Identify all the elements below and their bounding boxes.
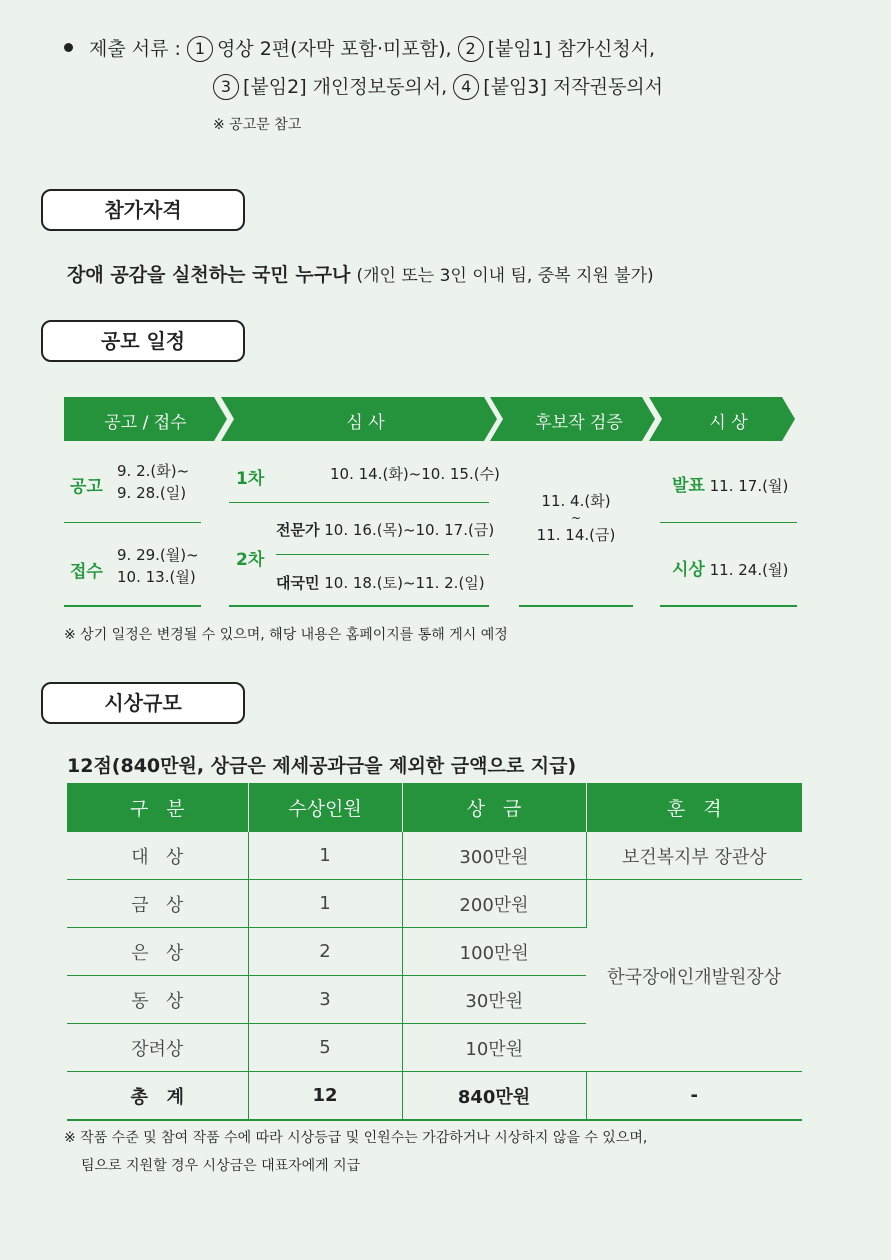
result-row <box>672 471 788 496</box>
eligibility-main: 장애 공감을 실천하는 국민 누구나 <box>67 264 351 286</box>
submission-item: [붙임3] 저작권동의서 <box>483 76 664 98</box>
prize-table <box>67 783 802 1121</box>
column-header: 상 금 <box>402 783 586 832</box>
round1-label: 1차 <box>236 469 265 489</box>
result-date: 11. 17.(월) <box>709 477 789 495</box>
table-header-row <box>67 783 802 832</box>
date-text: 9. 28.(일) <box>117 484 187 502</box>
divider <box>229 605 489 607</box>
divider <box>64 522 201 523</box>
count-cell: 2 <box>248 928 402 976</box>
schedule-note: ※ 상기 일정은 변경될 수 있으며, 해당 내용은 홈페이지를 통해 게시 예정 <box>64 627 508 643</box>
receive-label: 접수 <box>70 562 103 582</box>
table-row <box>67 880 802 928</box>
amount-cell: 840만원 <box>402 1072 586 1121</box>
divider <box>276 554 489 555</box>
stage-label: 후보작 검증 <box>535 413 623 433</box>
grade-cell: 동 상 <box>67 976 248 1024</box>
honor-cell: - <box>586 1072 802 1121</box>
award-date: 11. 24.(월) <box>709 561 789 579</box>
amount-cell: 200만원 <box>402 880 586 928</box>
expert-row <box>276 519 494 540</box>
prize-heading: 시상규모 <box>41 682 245 724</box>
tilde: ~ <box>570 511 582 525</box>
bullet-icon <box>64 43 73 52</box>
amount-cell: 300만원 <box>402 832 586 880</box>
result-label: 발표 <box>672 476 705 496</box>
column-header: 훈 격 <box>586 783 802 832</box>
submission-item: [붙임1] 참가신청서, <box>487 38 656 60</box>
divider <box>64 605 201 607</box>
column-header: 수상인원 <box>248 783 402 832</box>
expert-dates: 10. 16.(목)~10. 17.(금) <box>324 521 495 539</box>
count-cell: 3 <box>248 976 402 1024</box>
eligibility-heading: 참가자격 <box>41 189 245 231</box>
date-text: 10. 13.(월) <box>117 568 196 586</box>
divider <box>660 605 797 607</box>
eligibility-text <box>67 260 654 287</box>
submission-label: 제출 서류 : <box>89 38 181 60</box>
grade-cell: 금 상 <box>67 880 248 928</box>
prize-summary: 12점(840만원, 상금은 제세공과금을 제외한 금액으로 지급) <box>67 755 577 777</box>
date-text: 9. 2.(화)~ <box>117 462 190 480</box>
divider <box>519 605 633 607</box>
honor-cell: 한국장애인개발원장상 <box>586 880 802 1072</box>
stage-label: 심 사 <box>346 413 385 433</box>
divider <box>229 502 489 503</box>
table-total-row <box>67 1072 802 1121</box>
stage-label: 시 상 <box>709 413 748 433</box>
public-dates: 10. 18.(토)~11. 2.(일) <box>324 574 485 592</box>
announce-label: 공고 <box>70 477 103 497</box>
public-row <box>276 572 485 593</box>
submission-line-2 <box>213 72 663 100</box>
divider <box>660 522 797 523</box>
circled-number: 3 <box>213 74 239 100</box>
count-cell: 1 <box>248 880 402 928</box>
circled-number: 1 <box>187 36 213 62</box>
table-row <box>67 832 802 880</box>
public-label: 대국민 <box>276 574 320 592</box>
submission-item: 영상 2편(자막 포함·미포함), <box>216 38 452 60</box>
schedule-heading: 공모 일정 <box>41 320 245 362</box>
count-cell: 12 <box>248 1072 402 1121</box>
date-text: 9. 29.(월)~ <box>117 546 199 564</box>
grade-cell: 총 계 <box>67 1072 248 1121</box>
date-text: 11. 14.(금) <box>536 526 616 544</box>
award-row <box>672 555 788 580</box>
round1-dates: 10. 14.(화)~10. 15.(수) <box>330 465 500 483</box>
prize-note-line-2: 팀으로 지원할 경우 시상금은 대표자에게 지급 <box>81 1158 361 1174</box>
stage-label: 공고 / 접수 <box>104 413 187 433</box>
column-header: 구 분 <box>67 783 248 832</box>
count-cell: 5 <box>248 1024 402 1072</box>
circled-number: 2 <box>458 36 484 62</box>
date-text: 11. 4.(화) <box>541 492 611 510</box>
eligibility-detail: (개인 또는 3인 이내 팀, 중복 지원 불가) <box>356 266 654 286</box>
submission-note: ※ 공고문 참고 <box>213 117 302 133</box>
amount-cell: 100만원 <box>402 928 586 976</box>
grade-cell: 장려상 <box>67 1024 248 1072</box>
receive-dates <box>117 544 199 588</box>
grade-cell: 대 상 <box>67 832 248 880</box>
amount-cell: 10만원 <box>402 1024 586 1072</box>
verify-dates <box>519 490 633 546</box>
honor-cell: 보건복지부 장관상 <box>586 832 802 880</box>
submission-item: [붙임2] 개인정보동의서, <box>243 76 448 98</box>
award-label: 시상 <box>672 560 705 580</box>
prize-note-line-1: ※ 작품 수준 및 참여 작품 수에 따라 시상등급 및 인원수는 가감하거나 시상하지 않을 수 있으며, <box>64 1130 648 1146</box>
expert-label: 전문가 <box>276 521 320 539</box>
grade-cell: 은 상 <box>67 928 248 976</box>
count-cell: 1 <box>248 832 402 880</box>
amount-cell: 30만원 <box>402 976 586 1024</box>
announce-dates <box>117 460 189 504</box>
circled-number: 4 <box>453 74 479 100</box>
submission-line-1 <box>89 34 655 62</box>
round2-label: 2차 <box>236 550 265 570</box>
